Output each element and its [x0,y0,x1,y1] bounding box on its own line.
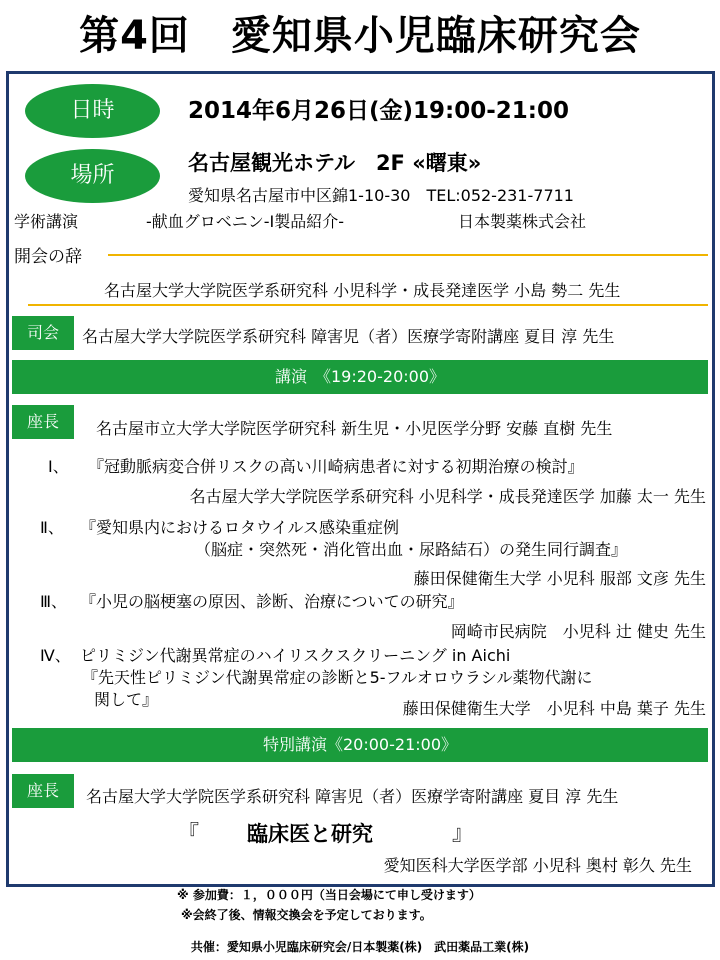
talk-speaker: 藤田保健衛生大学 小児科 中島 葉子 先生 [402,699,706,718]
talk-title: 『愛知県内におけるロタウイルス感染重症例 [80,518,400,537]
talk-speaker: 名古屋大学大学院医学系研究科 小児科学・成長発達医学 加藤 太一 先生 [189,487,706,506]
talk-speaker: 藤田保健衛生大学 小児科 服部 文彦 先生 [413,569,706,588]
session1-header-bar: 講演 《19:20-20:00》 [12,360,708,394]
special-lecture-title: 臨床医と研究 [247,822,373,846]
talk-numeral: Ⅱ、 [40,518,64,537]
talk-numeral: Ⅳ、 [40,646,71,665]
event-date: 2014年6月26日(金)19:00-21:00 [188,98,570,124]
talk-title: ピリミジン代謝異常症のハイリスクスクリーニング in Aichi [80,646,511,665]
after-event-note: ※会終了後、情報交換会を予定しております。 [181,908,432,922]
gold-divider [108,254,708,256]
venue-name: 名古屋観光ホテル 2F «曙東» [188,151,482,175]
lecture-topic: -献血グロベニン-I製品紹介- [146,212,345,231]
special-title-close-bracket: 』 [452,821,473,845]
talk-numeral: Ⅰ、 [48,457,69,476]
moderator-label-tab: 司会 [12,316,74,350]
talk-title: 『冠動脈病変合併リスクの高い川崎病患者に対する初期治療の検討』 [88,457,584,476]
special-title-open-bracket: 『 [178,821,199,845]
talk-title: 『先天性ピリミジン代謝異常症の診断と5-フルオロウラシル薬物代謝に [82,668,593,687]
opening-speaker: 名古屋大学大学院医学系研究科 小児科学・成長発達医学 小島 勢二 先生 [104,281,621,300]
venue-label-badge: 場所 [25,149,160,203]
special-lecture-speaker: 愛知医科大学医学部 小児科 奥村 彰久 先生 [383,856,692,875]
talk-title: 『小児の脳梗塞の原因、診断、治療についての研究』 [80,592,464,611]
session2-chair: 名古屋大学大学院医学系研究科 障害児（者）医療学寄附講座 夏目 淳 先生 [86,787,619,806]
session2-chair-label-tab: 座長 [12,774,74,808]
talk-title: （脳症・突然死・消化管出血・尿路結石）の発生同行調査』 [195,540,628,559]
date-label-badge: 日時 [25,84,160,138]
talk-title: 関して』 [94,690,159,709]
moderator-name: 名古屋大学大学院医学系研究科 障害児（者）医療学寄附講座 夏目 淳 先生 [82,327,615,346]
lecture-company: 日本製薬株式会社 [458,212,587,231]
talk-speaker: 岡崎市民病院 小児科 辻 健史 先生 [450,622,706,641]
talk-numeral: Ⅲ、 [40,592,68,611]
sponsor-line: 共催：愛知県小児臨床研究会/日本製薬(株) 武田薬品工業(株) [190,940,530,954]
session2-header-bar: 特別講演《20:00-21:00》 [12,728,708,762]
gold-divider [28,304,708,306]
opening-heading: 開会の辞 [14,247,82,267]
page-title: 第4回 愛知県小児臨床研究会 [79,13,641,59]
session1-chair-label-tab: 座長 [12,405,74,439]
venue-address: 愛知県名古屋市中区錦1-10-30 TEL:052-231-7711 [188,186,574,205]
session1-chair: 名古屋市立大学大学院医学研究科 新生児・小児医学分野 安藤 直樹 先生 [96,419,613,438]
fee-note: ※ 参加費：１，０００円（当日会場にて申し受けます） [177,888,481,902]
lecture-label: 学術講演 [14,212,79,231]
